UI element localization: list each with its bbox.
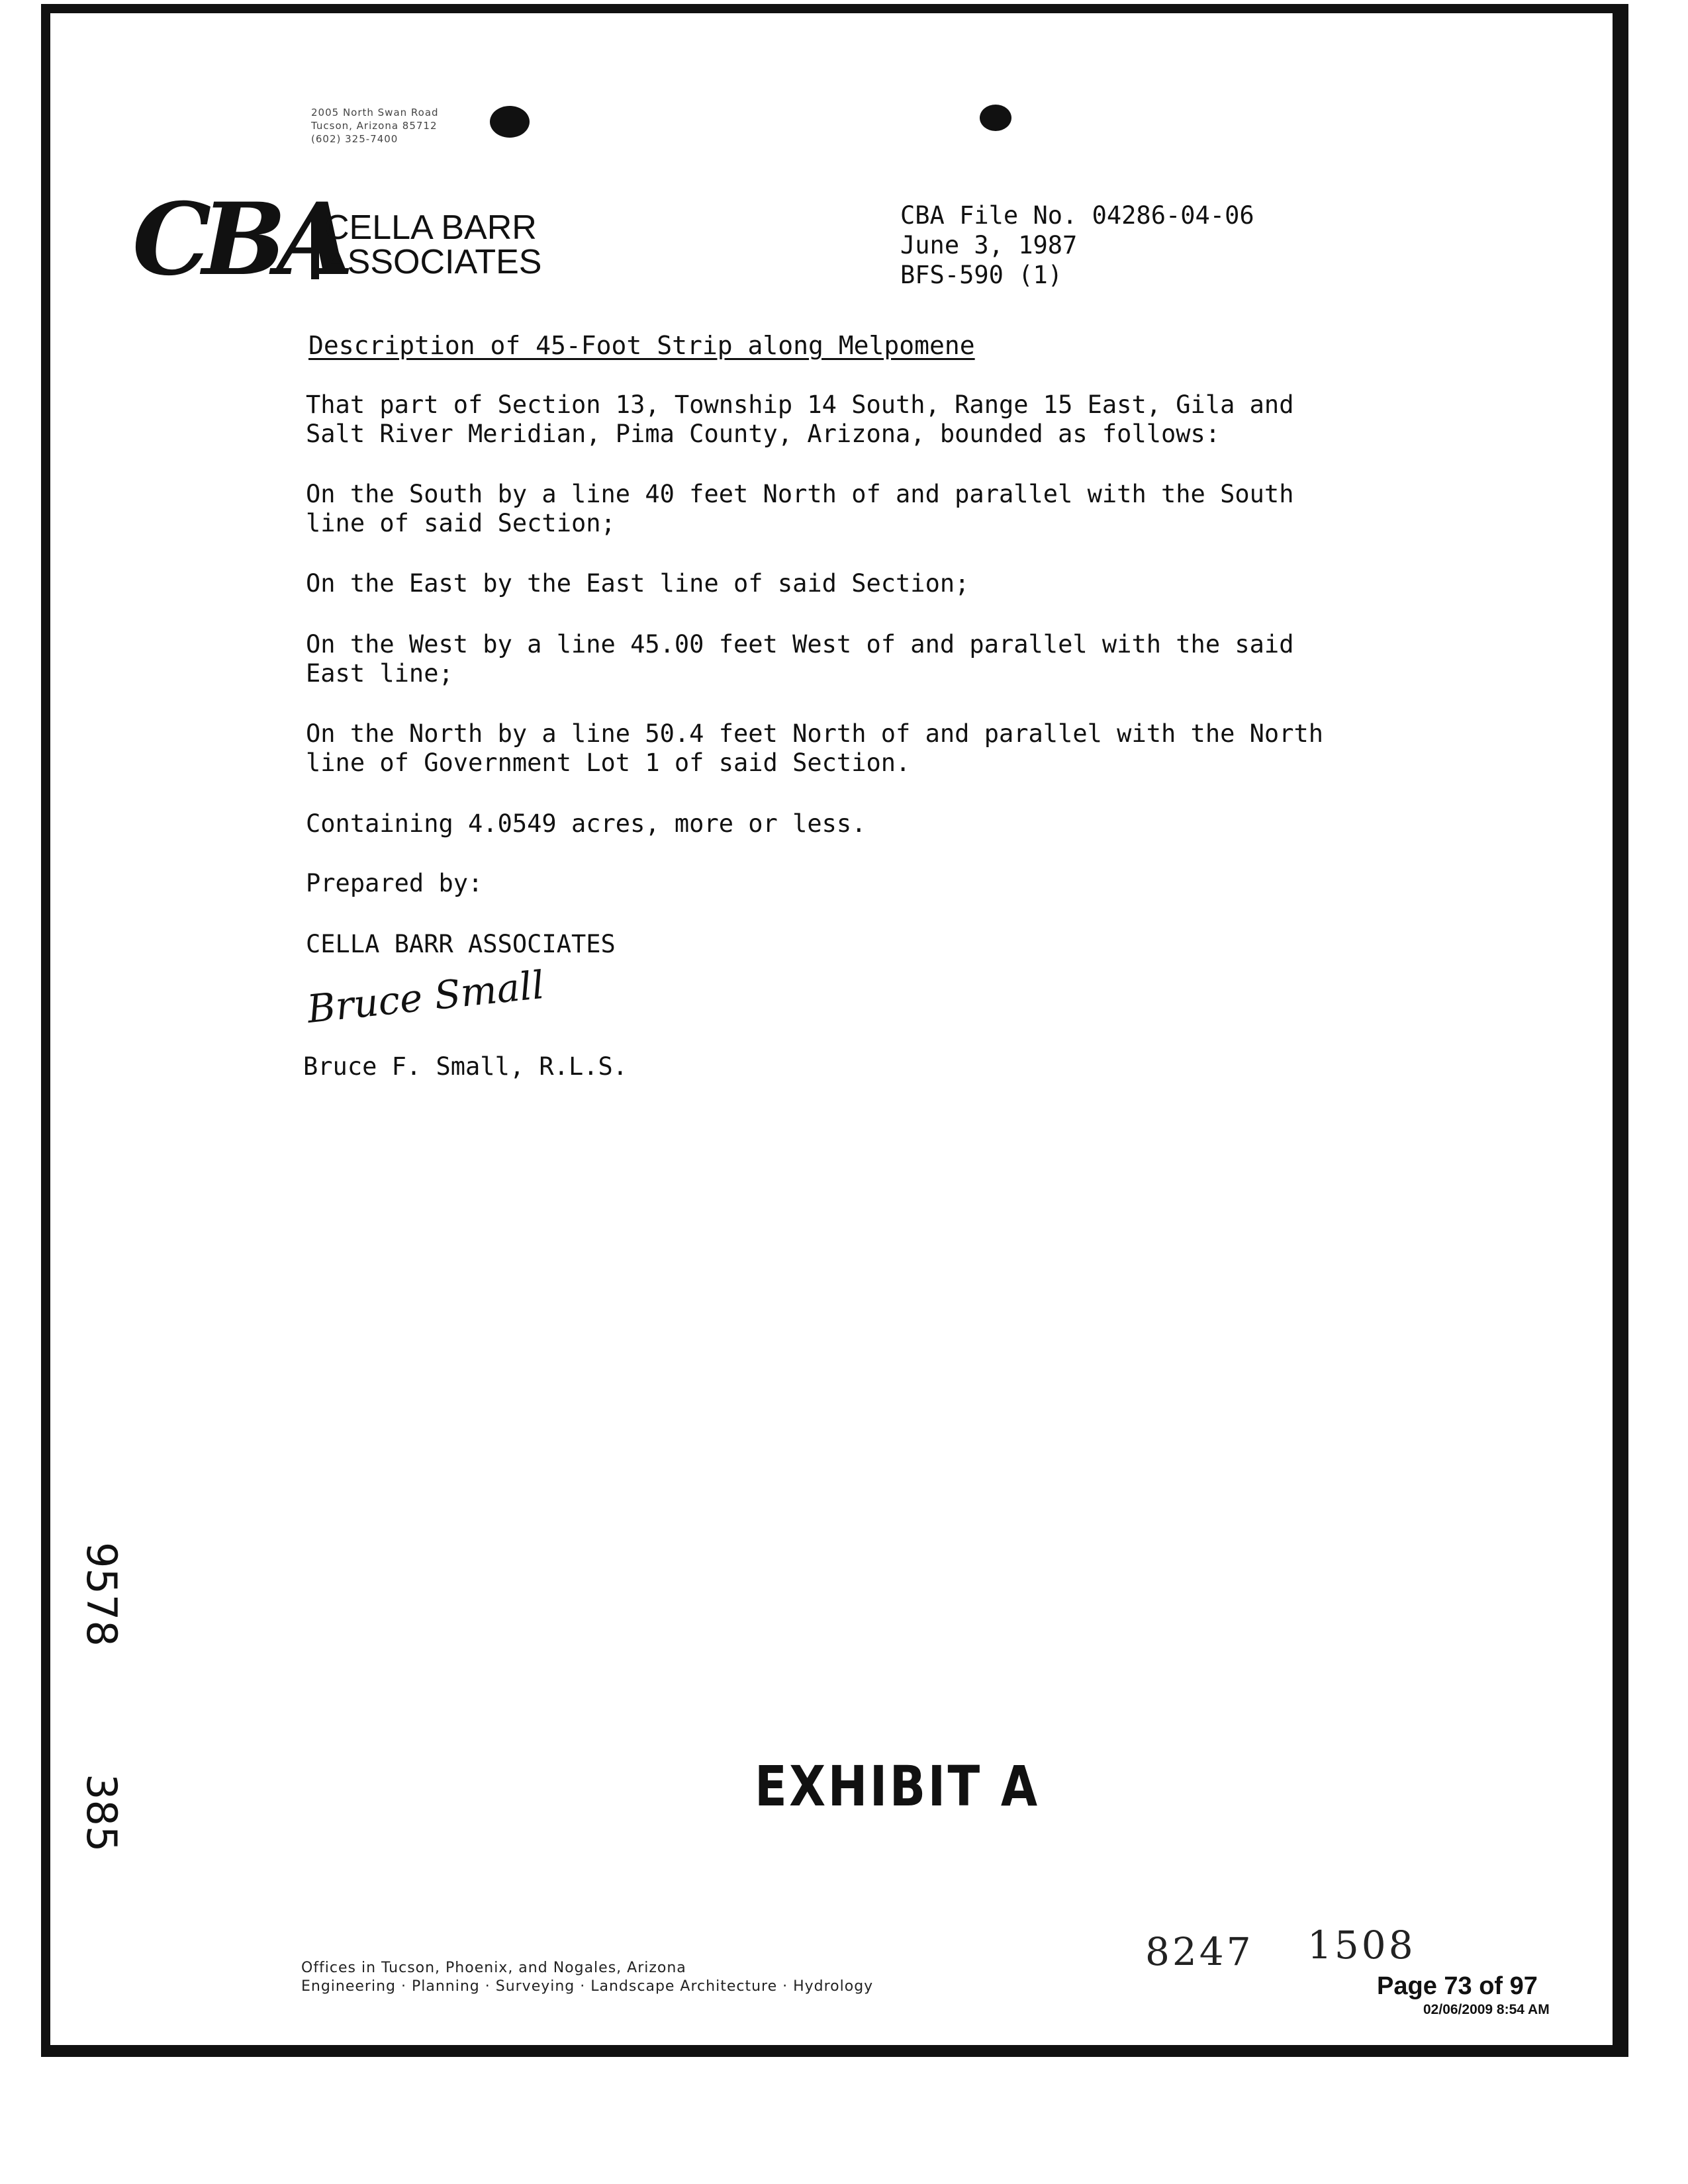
ink-blot <box>490 106 530 138</box>
paragraph-acreage: Containing 4.0549 acres, more or less. <box>306 809 867 838</box>
paragraph-south: On the South by a line 40 feet North of and parallel with the South line of said Section; <box>306 480 1294 537</box>
prepared-by-label: Prepared by: <box>306 869 483 897</box>
company-logo-mark: CBA <box>132 181 345 298</box>
preparer-company: CELLA BARR ASSOCIATES <box>306 930 616 958</box>
recording-page: 1508 <box>1307 1923 1416 1968</box>
company-name-line-2: ASSOCIATES <box>324 243 542 281</box>
letterhead-address <box>311 106 439 146</box>
page-border <box>41 4 1628 2057</box>
address-line-2: Tucson, Arizona 85712 <box>311 120 438 132</box>
print-timestamp: 02/06/2009 8:54 AM <box>1423 2002 1550 2017</box>
handwritten-signature: Bruce Small <box>305 962 547 1032</box>
reference-code: BFS-590 (1) <box>900 261 1063 289</box>
footer-offices <box>301 1959 873 1996</box>
ink-blot <box>980 105 1011 131</box>
document-date: June 3, 1987 <box>900 231 1078 259</box>
paragraph-section: That part of Section 13, Township 14 South, Range 15 East, Gila and Salt River Meridian, Pima County, Arizona, bounded as follows: <box>306 390 1294 448</box>
address-line-1: 2005 North Swan Road <box>311 107 439 118</box>
footer-services-line: Engineering · Planning · Surveying · Landscape Architecture · Hydrology <box>301 1978 874 1995</box>
document-title: Description of 45-Foot Strip along Melpomene <box>308 331 975 360</box>
paragraph-east: On the East by the East line of said Section; <box>306 569 970 598</box>
company-name-line-1: CELLA BARR <box>324 208 537 247</box>
address-line-3: (602) 325-7400 <box>311 133 399 145</box>
page-counter: Page 73 of 97 <box>1377 1972 1538 2000</box>
company-logo-text <box>311 210 541 279</box>
file-number: CBA File No. 04286-04-06 <box>900 201 1254 230</box>
signer-name: Bruce F. Small, R.L.S. <box>303 1052 628 1081</box>
footer-offices-line: Offices in Tucson, Phoenix, and Nogales, Arizona <box>301 1960 686 1976</box>
recording-number: 8247 <box>1145 1929 1254 1974</box>
header-info <box>900 201 1254 290</box>
docket-number: 9578 <box>77 1542 126 1647</box>
paragraph-north: On the North by a line 50.4 feet North of and parallel with the North line of Government Lot 1 of said Section. <box>306 719 1324 777</box>
exhibit-stamp: EXHIBIT A <box>755 1754 1040 1819</box>
docket-page: 385 <box>77 1774 126 1852</box>
paragraph-west: On the West by a line 45.00 feet West of and parallel with the said East line; <box>306 630 1294 688</box>
